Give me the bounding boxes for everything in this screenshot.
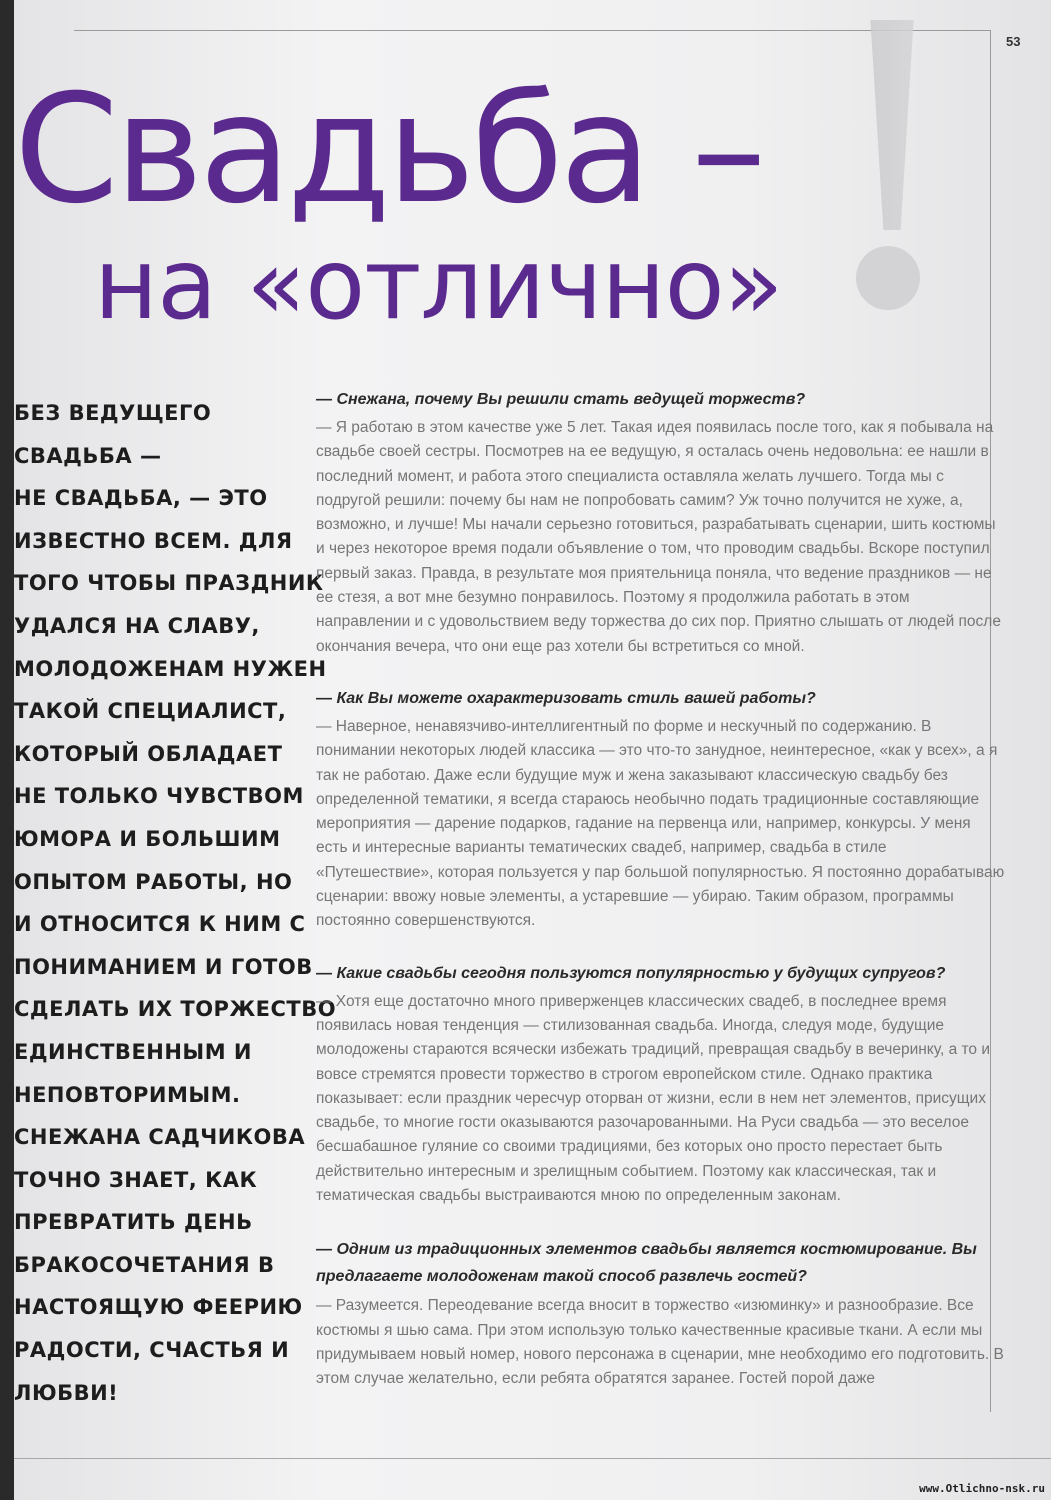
lead-line: И ОТНОСИТСЯ К НИМ С	[14, 912, 306, 937]
interview-question: — Как Вы можете охарактеризовать стиль вашей работы?	[316, 689, 816, 707]
interview-answer: — Я работаю в этом качестве уже 5 лет. Такая идея появилась после того, как я побывала на свадьбе своей сестры. Посмотрев на ее ведущую, я осталась очень недовольна: ее нашли в последний момент, и работа этого специалиста оставляла желать лучшего. Тогда мы с подругой решили: почему бы нам не попробовать самим? Уж точно получится не хуже, а, возможно, и лучше! Мы начали серьезно готовиться, разрабатывать сценарии, шить костюмы и через некоторое время подали объявление о том, что проводим свадьбы. Вскоре поступил первый заказ. Правда, в результате моя приятельница поняла, что ведение праздников — не ее стезя, а вот мне безумно понравилось. Поэтому я продолжила работать в этом направлении и с удовольствием веду торжества до сих пор. Приятно слышать от людей после окончания вечера, что они еще раз хотели бы встретиться со мной.	[316, 419, 1001, 655]
lead-line: СДЕЛАТЬ ИХ ТОРЖЕСТВО	[14, 997, 337, 1022]
lead-line: ЛЮБВИ!	[14, 1380, 119, 1405]
exclamation-dot-decoration	[856, 246, 920, 310]
lead-line: ТАКОЙ СПЕЦИАЛИСТ,	[14, 699, 287, 724]
lead-line: СВАДЬБА —	[14, 443, 162, 468]
interview-block	[316, 388, 1006, 659]
interview-block	[316, 687, 1006, 934]
lead-line: РАДОСТИ, СЧАСТЬЯ И	[14, 1338, 290, 1363]
lead-line: ТОЧНО ЗНАЕТ, КАК	[14, 1167, 258, 1192]
lead-line: ЮМОРА И БОЛЬШИМ	[14, 826, 281, 851]
lead-line: БЕЗ ВЕДУЩЕГО	[14, 401, 212, 425]
magazine-page	[14, 0, 1051, 1500]
lead-line: БРАКОСОЧЕТАНИЯ В	[14, 1252, 275, 1277]
lead-line: НЕПОВТОРИМЫМ.	[14, 1082, 241, 1107]
lead-line: НЕ ТОЛЬКО ЧУВСТВОМ	[14, 784, 304, 809]
lead-line: СНЕЖАНА САДЧИКОВА	[14, 1125, 306, 1150]
interview-question: — Одним из традиционных элементов свадьбы является костюмирование. Вы предлагаете молодоженам такой способ развлечь гостей?	[316, 1241, 977, 1286]
interview-answer: — Хотя еще достаточно много приверженцев классических свадеб, в последнее время появилась новая тенденция — стилизованная свадьба. Иногда, следуя моде, будущие молодожены стараются всячески избежать традиций, превращая свадьбу в вечеринку, а то и вовсе стремятся провести торжество в строгом европейском стиле. Однако практика показывает: если праздник чересчур оторван от жизни, если в нем нет элементов, присущих свадьбе, то многие гости оказываются разочарованными. На Руси свадьба — это веселое бесшабашное гуляние со своими традициями, без которых оно просто перестает быть действительно интересным и зрелищным событием. Поэтому как классическая, так и тематическая свадьбы выстраиваются мною по определенным законам.	[316, 992, 991, 1205]
lead-line: ТОГО ЧТОБЫ ПРАЗДНИК	[14, 571, 324, 596]
frame-line-bottom	[14, 1458, 1051, 1459]
frame-line-top	[74, 30, 990, 31]
interview-body	[316, 388, 1006, 1420]
headline-line-2: на «отлично»	[94, 228, 783, 342]
site-watermark: www.Otlichno-nsk.ru	[919, 1482, 1045, 1495]
lead-line: ПОНИМАНИЕМ И ГОТОВ	[14, 954, 313, 979]
lead-line: НЕ СВАДЬБА, — ЭТО	[14, 486, 268, 511]
headline-line-1: Свадьба –	[14, 63, 763, 237]
interview-question: — Снежана, почему Вы решили стать ведущей торжеств?	[316, 391, 806, 408]
page-number: 53	[1006, 34, 1021, 49]
interview-answer: — Наверное, ненавязчиво-интеллигентный по форме и нескучный по содержанию. В понимании некоторых людей классика — это что-то занудное, неинтересное, «как у всех», а я так не работаю. Даже если будущие муж и жена заказывают классическую свадьбу без определенной тематики, я всегда стараюсь необычно подать традиционные составляющие мероприятия — дарение подарков, гадание на первенца или, например, конкурсы. У меня есть и интересные варианты тематических свадеб, например, свадьба в стиле «Путешествие», которая пользуется у пар большой популярностью. Я постоянно дорабатываю сценарии: ввожу новые элементы, а устаревшие — убираю. Таким образом, программы постоянно совершенствуются.	[316, 717, 1005, 930]
lead-line: КОТОРЫЙ ОБЛАДАЕТ	[14, 741, 283, 766]
lead-line: ПРЕВРАТИТЬ ДЕНЬ	[14, 1210, 253, 1235]
interview-answer: — Разумеется. Переодевание всегда вносит в торжество «изюминку» и разнообразие. Все костюмы я шью сама. При этом использую только качественные красивые ткани. А если мы придумываем новый номер, нового персонажа в сценарии, мне необходимо его подготовить. В этом случае желательно, если ребята обратятся заранее. Гостей порой даже	[316, 1297, 1004, 1388]
lead-line: НАСТОЯЩУЮ ФЕЕРИЮ	[14, 1295, 303, 1320]
lead-line: ОПЫТОМ РАБОТЫ, НО	[14, 869, 293, 894]
lead-paragraph	[14, 392, 337, 1414]
exclamation-mark-decoration	[856, 20, 928, 230]
interview-block	[316, 1236, 1006, 1391]
interview-block	[316, 962, 1006, 1209]
interview-question: — Какие свадьбы сегодня пользуются популярностью у будущих супругов?	[316, 964, 946, 982]
lead-line: МОЛОДОЖЕНАМ НУЖЕН	[14, 656, 327, 681]
lead-line: ИЗВЕСТНО ВСЕМ. ДЛЯ	[14, 528, 293, 553]
lead-line: ЕДИНСТВЕННЫМ И	[14, 1039, 252, 1064]
lead-line: УДАЛСЯ НА СЛАВУ,	[14, 613, 260, 638]
